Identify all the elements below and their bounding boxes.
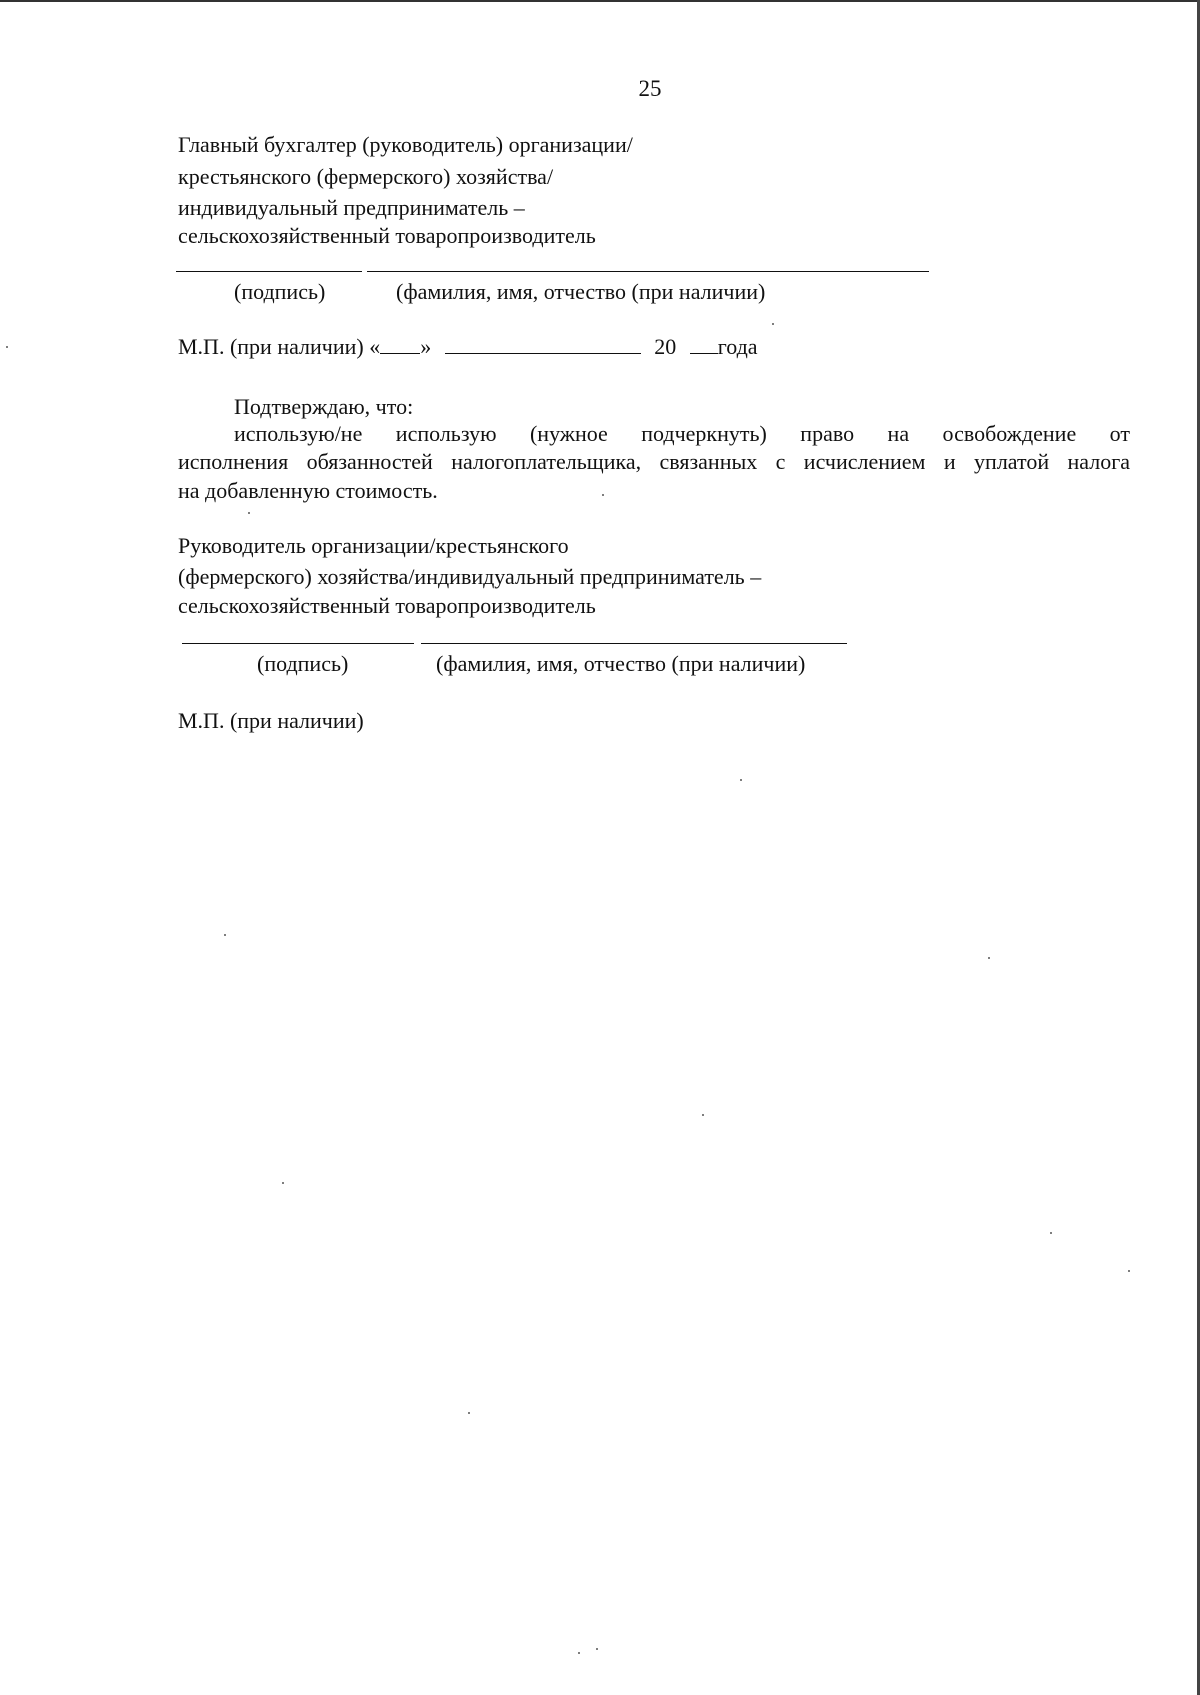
scan-speck: [772, 323, 774, 325]
block2-name-label: (фамилия, имя, отчество (при наличии): [436, 651, 806, 676]
month-blank[interactable]: [445, 333, 641, 354]
block2-signature-label: (подпись): [257, 651, 349, 676]
block1-title-line-3: индивидуальный предприниматель –: [178, 195, 525, 220]
scan-speck: [578, 1652, 580, 1654]
block1-name-line[interactable]: [367, 271, 929, 272]
block1-stamp-date-line: [178, 332, 758, 362]
scan-speck: [224, 934, 226, 936]
block2-name-line[interactable]: [421, 643, 847, 644]
year-prefix: 20: [654, 334, 677, 359]
scan-speck: [596, 1648, 598, 1650]
block2-signature-line[interactable]: [182, 643, 414, 644]
block1-signature-line[interactable]: [176, 271, 362, 272]
block1-signature-label: (подпись): [234, 279, 326, 304]
block2-title-line-1: Руководитель организации/крестьянского: [178, 533, 569, 558]
block1-close-quote: »: [420, 334, 432, 359]
scan-speck: [282, 1182, 284, 1184]
confirmation-line-2: исполнения обязанностей налогоплательщика, связанных с исчислением и уплатой налога: [178, 449, 1130, 474]
block2-stamp-label: М.П. (при наличии): [178, 708, 364, 733]
block1-title-line-4: сельскохозяйственный товаропроизводитель: [178, 223, 596, 248]
block1-title-line-1: Главный бухгалтер (руководитель) организации/: [178, 132, 633, 157]
block1-name-label: (фамилия, имя, отчество (при наличии): [396, 279, 766, 304]
scan-speck: [1050, 1232, 1052, 1234]
scan-speck: [248, 512, 250, 514]
confirmation-line-1: использую/не использую (нужное подчеркнуть) право на освобождение от: [234, 421, 1130, 446]
block1-title-line-2: крестьянского (фермерского) хозяйства/: [178, 164, 554, 189]
scan-speck: [988, 957, 990, 959]
day-blank[interactable]: [380, 333, 420, 354]
scan-speck: [602, 494, 604, 496]
page-number: 25: [638, 76, 662, 101]
confirmation-intro: Подтверждаю, что:: [234, 394, 414, 419]
scan-speck: [468, 1412, 470, 1414]
year-blank[interactable]: [690, 333, 718, 354]
scan-speck: [1128, 1270, 1130, 1272]
scan-speck: [702, 1114, 704, 1116]
year-suffix: года: [717, 334, 758, 359]
confirmation-line-3: на добавленную стоимость.: [178, 478, 438, 503]
block2-title-line-2: (фермерского) хозяйства/индивидуальный предприниматель –: [178, 564, 762, 589]
scan-top-edge: [0, 0, 1200, 2]
block2-title-line-3: сельскохозяйственный товаропроизводитель: [178, 593, 596, 618]
block1-stamp-label: М.П. (при наличии) «: [178, 334, 381, 359]
scan-speck: [740, 779, 742, 781]
scan-speck: [6, 346, 8, 348]
